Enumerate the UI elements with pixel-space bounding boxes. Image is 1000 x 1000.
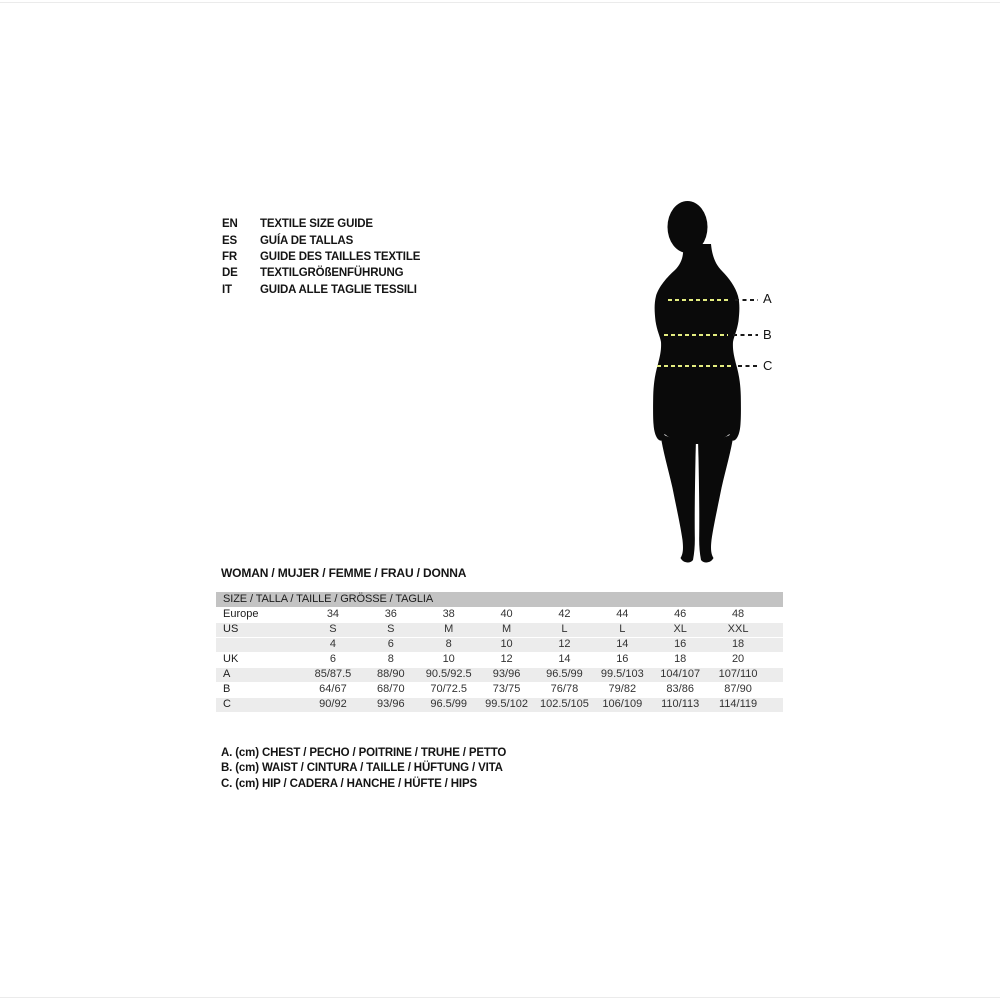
language-code: EN [222, 218, 238, 231]
language-row [222, 216, 420, 232]
silhouette-right-leg [698, 432, 734, 562]
size-row-label: A [223, 668, 231, 680]
size-value: 99.5/102 [485, 698, 528, 710]
size-value: 96.5/99 [546, 668, 583, 680]
size-value: 46 [674, 608, 687, 620]
size-value: 44 [616, 608, 629, 620]
size-value: 76/78 [550, 683, 579, 695]
size-value: M [444, 623, 454, 635]
language-row [222, 232, 420, 248]
size-value: 36 [384, 608, 397, 620]
language-code: IT [222, 283, 232, 296]
size-row-label: US [223, 623, 239, 635]
size-value: 102.5/105 [539, 698, 589, 710]
size-value: 114/119 [718, 698, 758, 710]
size-value: L [561, 623, 568, 635]
size-value: XL [673, 623, 687, 635]
size-value: M [501, 623, 512, 635]
size-value: 6 [387, 638, 394, 650]
size-value: 4 [329, 638, 336, 650]
size-table-row [216, 697, 783, 712]
size-value: 14 [558, 653, 571, 665]
size-value: 34 [326, 608, 340, 620]
hip-label: C [763, 358, 773, 373]
legend-line: B. (cm) WAIST / CINTURA / TAILLE / HÜFTUNG / VITA [221, 762, 503, 775]
size-row-label: B [223, 683, 231, 695]
size-value: 8 [387, 653, 394, 665]
size-value: 90/92 [319, 698, 347, 710]
size-value: 106/109 [602, 698, 643, 710]
size-row-label: Europe [223, 608, 259, 620]
size-value: 90.5/92.5 [425, 668, 472, 680]
size-value: 68/70 [377, 683, 405, 695]
size-value: 18 [674, 653, 687, 665]
legend-line: A. (cm) CHEST / PECHO / POITRINE / TRUHE / PETTO [221, 747, 507, 759]
size-value: 104/107 [660, 668, 701, 680]
bottom-edge-divider [0, 997, 1000, 998]
language-title: GUIDE DES TAILLES TEXTILE [260, 250, 421, 263]
size-value: 73/75 [492, 683, 521, 695]
size-value: L [619, 623, 626, 635]
language-title: TEXTILE SIZE GUIDE [260, 218, 373, 231]
language-guide-list [222, 216, 420, 298]
size-value: 64/67 [319, 683, 347, 695]
size-value: 12 [500, 653, 513, 665]
size-value: 83/86 [666, 683, 694, 695]
language-code: DE [222, 267, 238, 280]
size-value: 110/113 [661, 698, 700, 710]
size-table-row [216, 607, 783, 622]
size-table-row [216, 622, 783, 637]
size-value: 85/87.5 [314, 668, 352, 680]
chest-measure-dash [668, 299, 728, 301]
size-value: 93/96 [377, 698, 405, 710]
size-table [216, 592, 783, 712]
size-table-row [216, 682, 783, 697]
measurement-legend [221, 747, 506, 793]
waist-pointer-dash [733, 334, 758, 336]
size-value: 96.5/99 [430, 698, 468, 710]
size-value: 88/90 [377, 668, 405, 680]
language-title: GUÍA DE TALLAS [260, 234, 354, 247]
size-value: 20 [731, 653, 745, 665]
hip-measure-dash [657, 365, 733, 367]
chest-label: A [763, 291, 772, 306]
waist-label: B [763, 327, 772, 342]
size-value: 99.5/103 [600, 668, 644, 680]
size-value: 18 [731, 638, 745, 650]
waist-measure-dash [664, 334, 728, 336]
language-code: FR [222, 250, 238, 263]
size-row-label: UK [223, 653, 239, 665]
silhouette-left-leg [660, 432, 696, 562]
size-value: 6 [329, 653, 336, 665]
language-row [222, 282, 420, 298]
size-table-row [216, 637, 783, 652]
gender-heading: WOMAN / MUJER / FEMME / FRAU / DONNA [221, 566, 467, 580]
language-code: ES [222, 234, 238, 247]
size-value: S [387, 623, 395, 635]
legend-line: C. (cm) HIP / CADERA / HANCHE / HÜFTE / HIPS [221, 777, 478, 790]
size-value: 93/96 [492, 668, 521, 680]
size-value: 87/90 [724, 683, 752, 695]
size-value: 79/82 [608, 683, 637, 695]
size-table-row [216, 652, 783, 667]
silhouette-torso [653, 244, 741, 444]
size-value: 10 [442, 653, 455, 665]
language-title: TEXTILGRÖßENFÜHRUNG [260, 267, 404, 280]
size-value: 8 [445, 638, 452, 650]
size-row-label [216, 637, 304, 652]
size-value: S [329, 623, 337, 635]
size-value: 40 [500, 608, 513, 620]
hip-pointer-dash [738, 365, 759, 367]
size-value: 48 [731, 608, 745, 620]
size-table-body [216, 607, 783, 712]
language-row [222, 265, 420, 281]
size-value: 12 [558, 638, 571, 650]
size-value: 38 [442, 608, 455, 620]
chest-pointer-dash [735, 299, 758, 301]
size-value: 16 [674, 638, 687, 650]
size-value: 107/110 [718, 668, 758, 680]
language-title: GUIDA ALLE TAGLIE TESSILI [260, 283, 417, 296]
language-row [222, 249, 420, 265]
size-value: 10 [500, 638, 513, 650]
top-edge-divider [0, 2, 1000, 3]
size-value: 14 [616, 638, 629, 650]
size-value: 70/72.5 [430, 683, 468, 695]
size-value: 42 [558, 608, 571, 620]
size-value: XXL [727, 623, 749, 635]
size-row-label: C [223, 698, 231, 710]
size-table-header: SIZE / TALLA / TAILLE / GRÖSSE / TAGLIA [216, 592, 783, 607]
woman-silhouette [640, 200, 780, 568]
size-value: 16 [616, 653, 629, 665]
size-table-row [216, 667, 783, 682]
